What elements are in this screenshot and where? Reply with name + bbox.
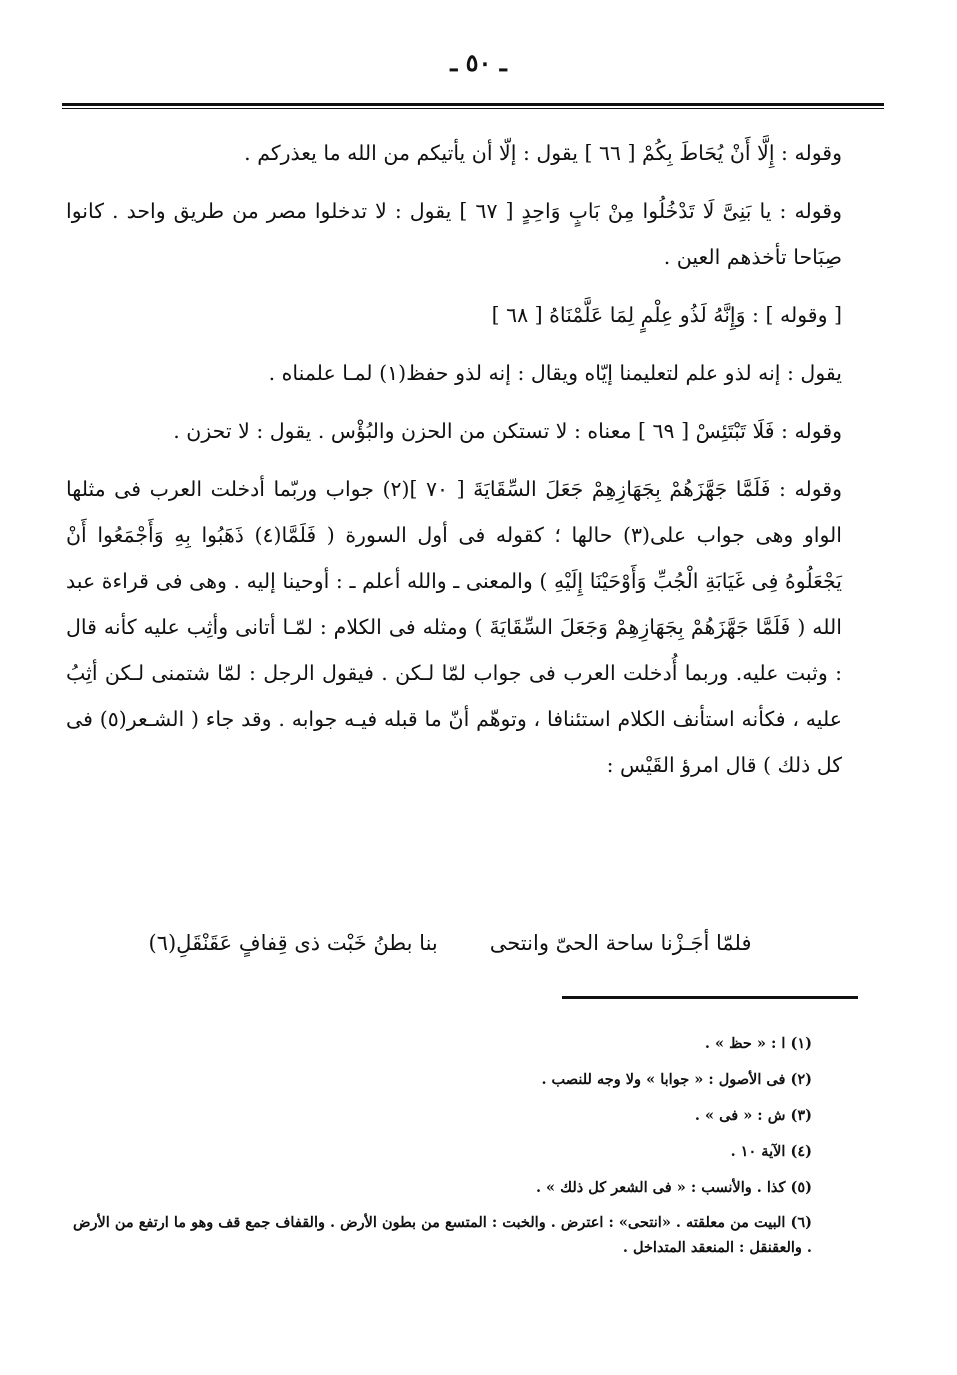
paragraph-verse-67: وقوله : يا بَنِىَّ لَا تَدْخُلُوا مِنْ بَابٍ وَاحِدٍ [ ٦٧ ] يقول : لا تدخلوا مصر من طريق واحد . كانوا صِبَاحا تأخذهم العين . [66,199,842,269]
verse-first-hemistich: فلمّا أجَـزْنا ساحة الحىّ وانتحى [489,931,752,955]
footnote-5: (٥) كذا . والأنسب : « فى الشعر كل ذلك » . [535,1179,812,1196]
footnote-3: (٣) ش : « فى » . [694,1107,812,1124]
header-rule [62,103,884,109]
footnote-1: (١) ا : « حظ » . [704,1035,812,1052]
paragraph-verse-68: [ وقوله ] : وَإِنَّهُ لَذُو عِلْمٍ لِمَا عَلَّمْنَاهُ [ ٦٨ ] [491,303,842,327]
page-number: ـ ٥٠ ـ [450,48,507,77]
paragraph-verse-69: وقوله : فَلَا تَبْتَئِسْ [ ٦٩ ] معناه : لا تستكن من الحزن والبُؤْس . يقول : لا تحزن . [173,419,842,443]
main-text [66,130,842,788]
footnote-rule [562,996,858,999]
paragraph-verse-66: وقوله : إِلَّا أَنْ يُحَاطَ بِكُمْ [ ٦٦ ] يقول : إلّا أن يأتيكم من الله ما يعذركم . [244,141,842,165]
paragraph-verse-68-gloss: يقول : إنه لذو علم لتعليمنا إيّاه ويقال : إنه لذو حفظ(١) لمـا علمناه . [268,361,842,385]
footnote-4: (٤) الآية ١٠ . [730,1143,812,1160]
footnote-6: (٦) البيت من معلقته . «انتحى» : اعترض . والخبت : المتسع من بطون الأرض . والقفاف جمع قف وهو ما ارتفع من الأرض . والعقنقل : المنعقد المتداخل . [72,1214,812,1256]
poetry-verse [60,920,840,966]
paragraph-verse-70: وقوله : فَلَمَّا جَهَّزَهُمْ بِجَهَازِهِمْ جَعَلَ السِّقَايَةَ [ ٧٠ ](٢) جواب وربّما أدخلت العرب فى مثلها الواو وهى جواب على(٣) حالها ؛ كقوله فى أول السورة ( فَلَمَّا(٤) ذَهَبُوا بِهِ وَأَجْمَعُوا أَنْ يَجْعَلُوهُ فِى غَيَابَةِ الْجُبِّ وَأَوْحَيْنَا إِلَيْهِ ) والمعنى ـ والله أعلم ـ : أوحينا إليه . وهى فى قراءة عبد الله ( فَلَمَّا جَهَّزَهُمْ بِجَهَازِهِمْ وَجَعَلَ السِّقَايَةَ ) ومثله فى الكلام : لمّـا أتانى وأثِب عليه كأنه قال : وثبت عليه. وربما أُدخلت العرب فى جواب لمّا لـكن . فيقول الرجل : لمّا شتمنى لـكن أثِبُ عليه ، فكأنه استأنف الكلام استئنافا ، وتوهّم أنّ ما قبله فيـه جوابه . وقد جاء ( الشـعر(٥) فى كل ذلك ) قال امرؤ القَيْس : [66,477,843,777]
footnotes [66,1026,812,1260]
footnote-2: (٢) فى الأصول : « جوابا » ولا وجه للنصب . [541,1071,812,1088]
verse-second-hemistich: بنا بطنُ خَبْت ذى قِفافٍ عَقَنْقَلِ(٦) [148,931,438,955]
